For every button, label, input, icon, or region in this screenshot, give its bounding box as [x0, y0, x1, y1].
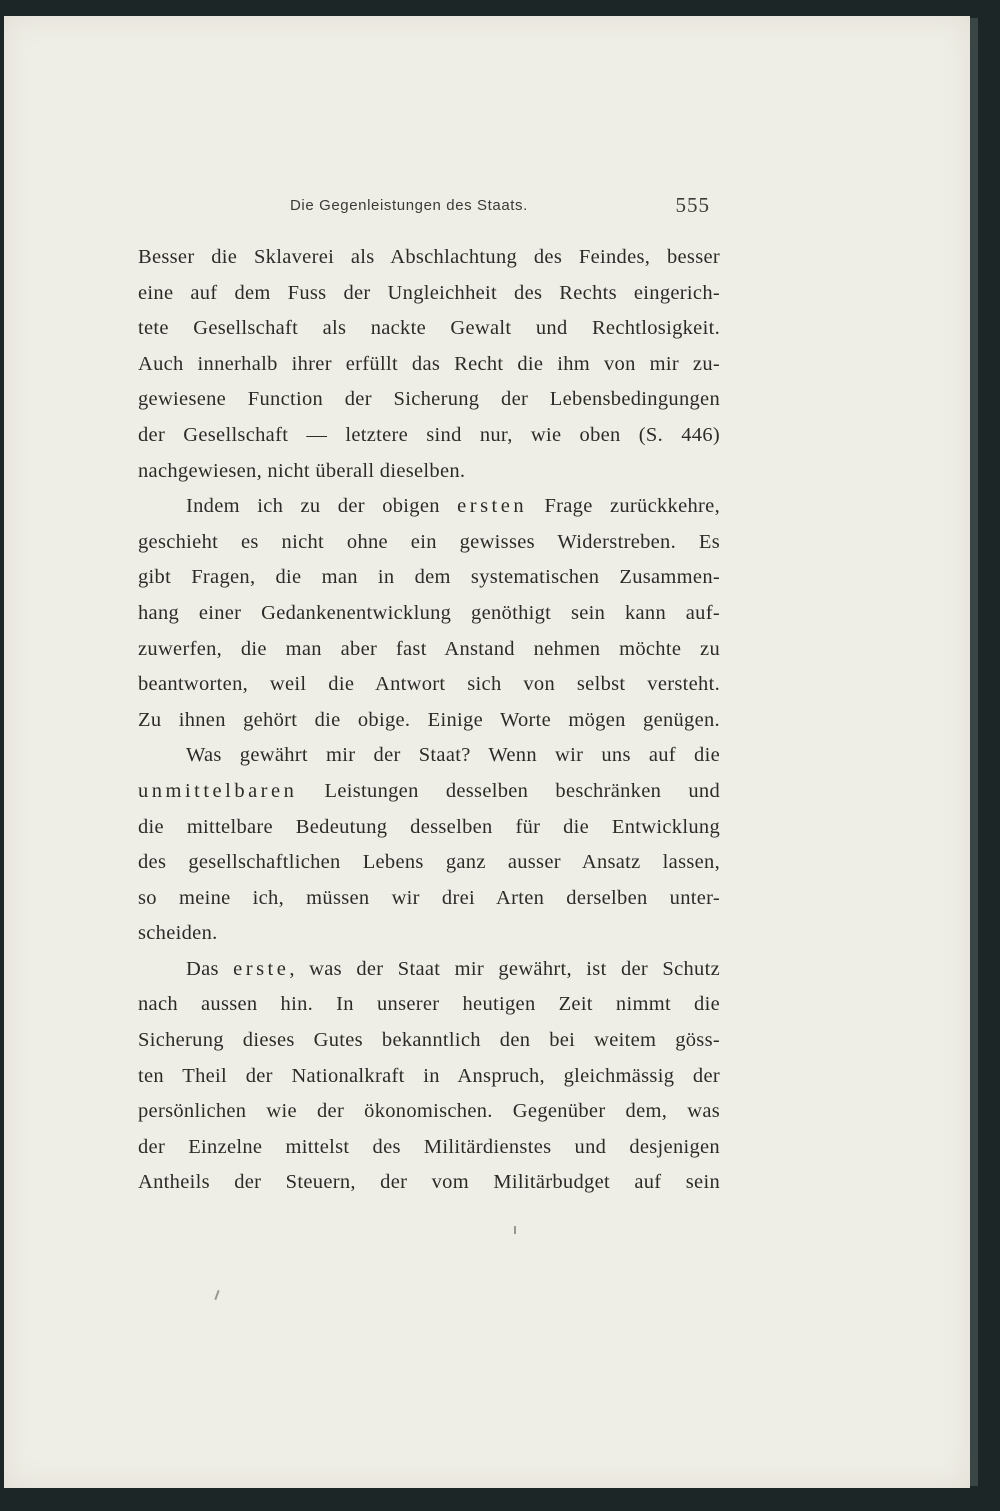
text-line: Antheils der Steuern, der vom Militärbudget auf sein — [138, 1171, 720, 1194]
text-line: der Einzelne mittelst des Militärdienstes und desjenigen — [138, 1135, 720, 1158]
text-line: Sicherung dieses Gutes bekanntlich den bei weitem göss- — [138, 1029, 720, 1052]
emphasis-word: ersten — [457, 495, 528, 518]
text-line: eine auf dem Fuss der Ungleichheit des Rechts eingerich- — [138, 281, 720, 304]
paper-speck — [514, 1226, 516, 1234]
text-line: so meine ich, müssen wir drei Arten derselben unter- — [138, 886, 720, 909]
text-line: nachgewiesen, nicht überall dieselben. — [138, 459, 466, 482]
page-number: 555 — [675, 193, 710, 217]
text-line: nach aussen hin. In unserer heutigen Zeit nimmt die — [138, 993, 720, 1016]
text-line: scheiden. — [138, 922, 218, 945]
text-line: Das erste, was der Staat mir gewährt, ist der Schutz — [186, 957, 720, 980]
text-line: Besser die Sklaverei als Abschlachtung des Feindes, besser — [138, 246, 720, 268]
text-line: des gesellschaftlichen Lebens ganz ausser Ansatz lassen, — [138, 851, 720, 874]
body-text — [138, 240, 720, 1201]
text-line: beantworten, weil die Antwort sich von selbst versteht. — [138, 673, 720, 696]
text-line: geschieht es nicht ohne ein gewisses Widerstreben. Es — [138, 530, 720, 553]
running-head — [290, 193, 710, 219]
text-line: tete Gesellschaft als nackte Gewalt und Rechtlosigkeit. — [138, 317, 720, 340]
paragraph — [138, 952, 720, 1201]
emphasis-word: erste — [233, 957, 290, 980]
text-line: Auch innerhalb ihrer erfüllt das Recht die ihm von mir zu- — [138, 352, 720, 375]
emphasis-word: unmittelbaren — [138, 779, 298, 802]
text-line: ten Theil der Nationalkraft in Anspruch, gleichmässig der — [138, 1064, 720, 1087]
text-line: gewiesene Function der Sicherung der Lebensbedingungen — [138, 388, 720, 411]
text-line: Indem ich zu der obigen ersten Frage zurückkehre, — [186, 495, 720, 518]
paragraph — [138, 489, 720, 738]
text-line: Zu ihnen gehört die obige. Einige Worte mögen genügen. — [138, 708, 720, 731]
text-line: Was gewährt mir der Staat? Wenn wir uns auf die — [186, 744, 720, 767]
text-line: die mittelbare Bedeutung desselben für die Entwicklung — [138, 815, 720, 838]
text-line: der Gesellschaft — letztere sind nur, wie oben (S. 446) — [138, 423, 720, 446]
page-edge — [970, 18, 978, 1486]
text-line: unmittelbaren Leistungen desselben beschränken und — [138, 779, 720, 802]
text-line: zuwerfen, die man aber fast Anstand nehmen möchte zu — [138, 637, 720, 660]
paragraph — [138, 738, 720, 952]
text-line: hang einer Gedankenentwicklung genöthigt sein kann auf- — [138, 601, 720, 624]
text-line: persönlichen wie der ökonomischen. Gegenüber dem, was — [138, 1100, 720, 1123]
paragraph — [138, 240, 720, 489]
text-line: gibt Fragen, die man in dem systematischen Zusammen- — [138, 566, 720, 589]
running-title: Die Gegenleistungen des Staats. — [290, 197, 528, 214]
